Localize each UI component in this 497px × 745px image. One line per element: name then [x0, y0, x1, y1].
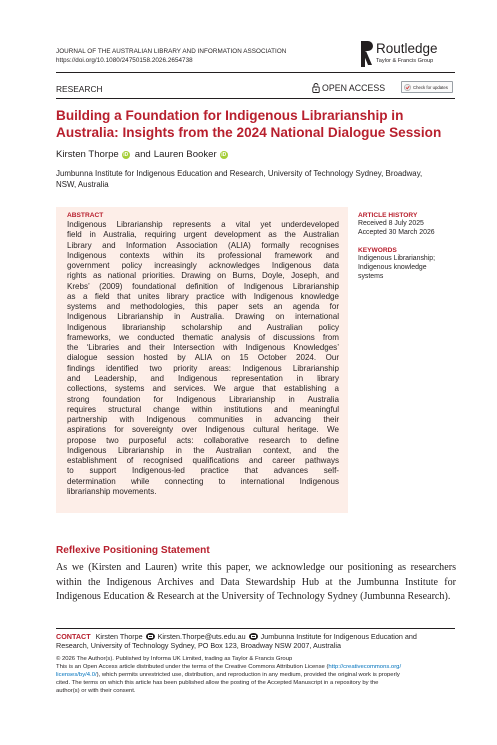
- license-link-1[interactable]: http://creativecommons.org/: [328, 664, 402, 670]
- abstract-line: systems and methodologies, this paper sets an agenda for: [67, 302, 339, 312]
- license-part-1: This is an Open Access article distributed under the terms of the Creative Commons Attribution License (: [56, 664, 329, 670]
- author-2[interactable]: Lauren Booker: [153, 149, 217, 160]
- contact-email[interactable]: Kirsten.Thorpe@uts.edu.au: [157, 632, 246, 641]
- license-link-2[interactable]: licenses/by/4.0/: [56, 671, 97, 678]
- abstract-line: partnership with Indigenous communities in advancing their: [67, 415, 339, 425]
- abstract-line: requires structural change within institutions and meaningful: [67, 404, 339, 414]
- copyright-line: © 2026 The Author(s). Published by Informa UK Limited, trading as Taylor & Francis Group: [56, 656, 293, 662]
- license-part-4: author(s) or with their consent.: [56, 687, 136, 694]
- received-date: Received 8 July 2025: [358, 220, 424, 227]
- affiliation-line-1: Jumbunna Institute for Indigenous Education and Research, University of Technology Sydney, Broadway,: [56, 169, 423, 178]
- keyword-line-3: systems: [358, 273, 384, 280]
- section-label: RESEARCH: [56, 84, 103, 94]
- article-history-heading: ARTICLE HISTORY: [358, 212, 418, 219]
- license-text: [56, 664, 456, 696]
- abstract-line: frameworks, we conducted thematic analysis of discussions from: [67, 332, 339, 342]
- abstract-line: rights as national priorities. Drawing on Burns, Doyle, Joseph, and: [67, 271, 339, 281]
- abstract-line: dialogue session hosted by ALIA on 15 October 2024. Our: [67, 353, 339, 363]
- abstract-line: government policy increasingly acknowledges Indigenous data: [67, 261, 339, 271]
- open-access-label: OPEN ACCESS: [322, 83, 386, 93]
- abstract-line: the ‘Libraries and their Intersection with Indigenous Knowledges’: [67, 343, 339, 353]
- abstract-line: as a field that unites library practice with Indigenous knowledge: [67, 291, 339, 301]
- contact-name: Kirsten Thorpe: [95, 632, 143, 641]
- title-line-2: Australia: Insights from the 2024 National Dialogue Session: [56, 125, 442, 141]
- abstract-line: determination while connecting to international Indigenous: [67, 476, 339, 486]
- abstract-line: and Leadership, and Indigenous representation in library: [67, 373, 339, 383]
- abstract-line: collections, systems and services. We argue that establishing a: [67, 384, 339, 394]
- abstract-line: establishment of recognised qualifications and career pathways: [67, 456, 339, 466]
- publisher-sub: Taylor & Francis Group: [376, 58, 434, 64]
- journal-name: JOURNAL OF THE AUSTRALIAN LIBRARY AND INFORMATION ASSOCIATION: [56, 48, 287, 55]
- keyword-line-2: Indigenous knowledge: [358, 264, 427, 271]
- contact-block: [56, 632, 456, 650]
- open-lock-icon: [312, 83, 320, 93]
- author-list: [56, 149, 228, 160]
- article-title: [56, 107, 456, 141]
- abstract-line: findings identified two priority areas: Indigenous Librarianship: [67, 363, 339, 373]
- section-rule: [56, 98, 455, 99]
- publisher-logo: [358, 41, 458, 69]
- crossmark-icon: [404, 84, 411, 91]
- abstract-heading: ABSTRACT: [67, 212, 104, 219]
- check-updates-label: Check for updates: [413, 84, 448, 90]
- check-updates-button[interactable]: [401, 81, 453, 93]
- abstract-line: propose two purposeful acts: collaborative research to define: [67, 435, 339, 445]
- affiliation: [56, 168, 456, 190]
- license-part-3: cited. The terms on which this article has been published allow the posting of the Accepted Manuscript in a repository by the: [56, 679, 379, 686]
- accepted-date: Accepted 30 March 2026: [358, 229, 435, 236]
- author-1[interactable]: Kirsten Thorpe: [56, 149, 119, 160]
- abstract-line: Indigenous Librarianship represents a vital yet underdeveloped: [67, 220, 339, 229]
- email-icon: [146, 633, 155, 640]
- keywords-heading: KEYWORDS: [358, 247, 397, 254]
- abstract-line: librarianship movements.: [67, 486, 157, 496]
- section-heading: Reflexive Positioning Statement: [56, 545, 210, 556]
- address-icon: [249, 633, 258, 640]
- header-rule: [56, 72, 455, 73]
- abstract-line: Library and Information Association (ALIA) formally recognises: [67, 240, 339, 250]
- author-conjunction: and: [134, 149, 151, 160]
- title-line-1: Building a Foundation for Indigenous Librarianship in: [56, 108, 404, 123]
- journal-header: [56, 48, 286, 65]
- license-part-2: ), which permits unrestricted use, distribution, and reproduction in any medium, provided the original work is properly: [96, 671, 400, 678]
- abstract-line: strong foundation for Indigenous Librarianship in Australia: [67, 394, 339, 404]
- open-access-badge: [312, 83, 385, 93]
- contact-label: CONTACT: [56, 632, 91, 641]
- abstract-line: to support Indigenous-led practice that advances self-: [67, 466, 339, 476]
- orcid-icon[interactable]: iD: [221, 151, 227, 158]
- body-paragraph: As we (Kirsten and Lauren) write this paper, we acknowledge our positioning as researchers within the Indigenous Archives and Data Stewardship Hub at the Jumbunna Institute for Indigenous Education & Research at the University of Technology Sydney (Jumbunna Research).: [56, 562, 456, 603]
- abstract-line: aspirations for sovereignty over Indigenous cultural heritage. We: [67, 425, 339, 435]
- abstract-line: Krebs’ (2009) foundational definition of Indigenous Librarianship: [67, 281, 339, 291]
- keyword-line-1: Indigenous Librarianship;: [358, 255, 435, 262]
- abstract-line: field in Australia, requiring urgent development as the Australian: [67, 230, 339, 240]
- routledge-mark-icon: [358, 41, 373, 67]
- abstract-line: Indigenous Librarianship in the Australian context, and the: [67, 445, 339, 455]
- contact-address-1: Jumbunna Institute for Indigenous Education and: [260, 632, 417, 641]
- publisher-name: Routledge: [376, 41, 438, 56]
- contact-address-2: Research, University of Technology Sydney, PO Box 123, Broadway NSW 2007, Australia: [56, 641, 341, 651]
- orcid-icon[interactable]: iD: [123, 151, 129, 158]
- abstract-body: [67, 220, 339, 497]
- affiliation-line-2: NSW, Australia: [56, 180, 109, 189]
- abstract-line: Indigenous Librarianship in Australia. Drawing on international: [67, 312, 339, 322]
- abstract-line: Indigenous contexts within its professional framework and: [67, 250, 339, 260]
- footer-rule: [56, 628, 455, 629]
- journal-doi[interactable]: https://doi.org/10.1080/24750158.2026.2654738: [56, 56, 193, 64]
- abstract-line: Indigenous librarianship scholarship and Australian policy: [67, 322, 339, 332]
